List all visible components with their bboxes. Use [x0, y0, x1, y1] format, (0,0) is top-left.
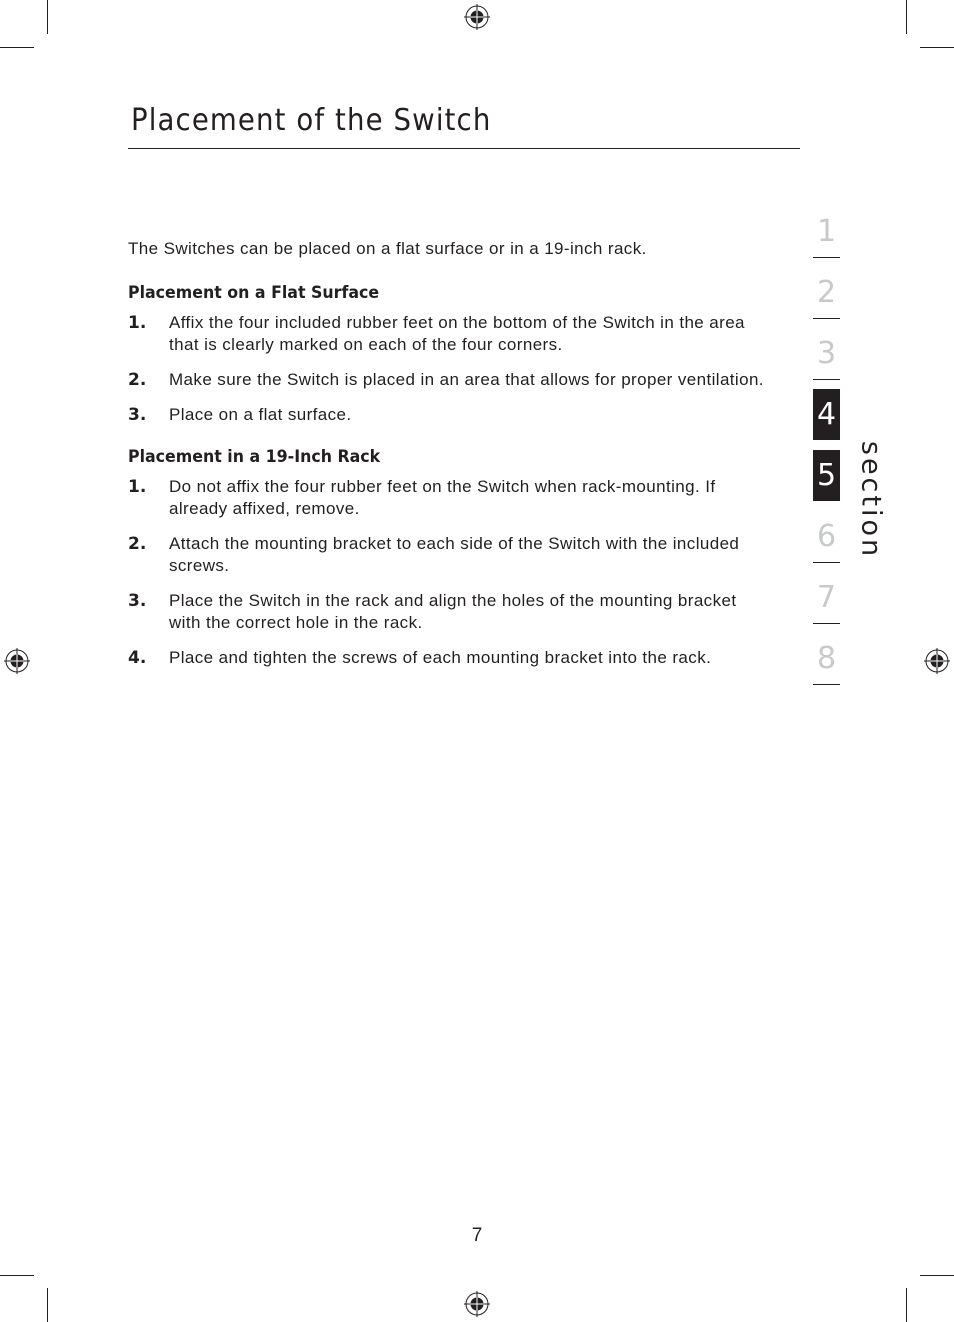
title-rule — [128, 148, 800, 149]
registration-target-icon — [464, 4, 490, 30]
list-item — [128, 369, 768, 391]
step-text: Place the Switch in the rack and align the holes of the mounting bracket with the correct hole in the rack. — [169, 591, 737, 632]
section-tab-number: 3 — [816, 336, 837, 371]
section-label: section — [855, 440, 887, 560]
step-number: 3. — [128, 591, 147, 611]
section-tab-8[interactable] — [813, 633, 840, 694]
crop-mark-bottom-left-horizontal — [0, 1275, 34, 1276]
section-tab-number: 5 — [813, 450, 840, 501]
crop-mark-bottom-right-vertical — [906, 1288, 907, 1322]
page-number: 7 — [471, 1225, 483, 1246]
section-tab-7[interactable] — [813, 572, 840, 633]
main-content — [128, 238, 768, 689]
step-text: Place and tighten the screws of each mounting bracket into the rack. — [169, 648, 712, 667]
crop-mark-bottom-right-horizontal — [920, 1275, 954, 1276]
step-text: Place on a flat surface. — [169, 405, 352, 424]
registration-target-icon — [924, 648, 950, 674]
crop-mark-top-right-horizontal — [920, 47, 954, 48]
section-tab-5[interactable] — [813, 450, 840, 511]
section-nav — [813, 206, 840, 694]
flat-surface-steps — [128, 312, 768, 426]
step-number: 4. — [128, 648, 147, 668]
crop-mark-top-left-horizontal — [0, 47, 34, 48]
tab-divider — [813, 684, 840, 685]
list-item — [128, 590, 768, 634]
section-tab-3[interactable] — [813, 328, 840, 389]
registration-target-icon — [464, 1291, 490, 1317]
tab-divider — [813, 318, 840, 319]
subheading-19-inch-rack: Placement in a 19-Inch Rack — [128, 447, 381, 467]
page-title: Placement of the Switch — [131, 103, 492, 138]
section-tab-number: 8 — [816, 641, 837, 676]
step-text: Do not affix the four rubber feet on the Switch when rack-mounting. If already affixed, remove. — [169, 477, 716, 518]
subheading-flat-surface: Placement on a Flat Surface — [128, 283, 380, 303]
step-text: Make sure the Switch is placed in an area that allows for proper ventilation. — [169, 370, 764, 389]
section-tab-number: 7 — [816, 580, 837, 615]
section-tab-4[interactable] — [813, 389, 840, 450]
tab-divider — [813, 257, 840, 258]
list-item — [128, 533, 768, 577]
section-tab-1[interactable] — [813, 206, 840, 267]
tab-divider — [813, 623, 840, 624]
step-number: 2. — [128, 534, 147, 554]
section-tab-number: 4 — [813, 389, 840, 440]
section-tab-2[interactable] — [813, 267, 840, 328]
crop-mark-top-right-vertical — [906, 0, 907, 34]
tab-divider — [813, 562, 840, 563]
step-number: 1. — [128, 313, 147, 333]
step-number: 3. — [128, 405, 147, 425]
step-text: Attach the mounting bracket to each side of the Switch with the included screws. — [169, 534, 740, 575]
registration-target-icon — [4, 648, 30, 674]
crop-mark-bottom-left-vertical — [47, 1288, 48, 1322]
rack-steps — [128, 476, 768, 669]
list-item — [128, 476, 768, 520]
section-tab-number: 6 — [816, 519, 837, 554]
list-item — [128, 404, 768, 426]
step-number: 2. — [128, 370, 147, 390]
tab-divider — [813, 379, 840, 380]
intro-paragraph: The Switches can be placed on a flat surface or in a 19-inch rack. — [128, 239, 647, 258]
list-item — [128, 312, 768, 356]
section-tab-number: 1 — [816, 214, 837, 249]
section-tab-number: 2 — [816, 275, 837, 310]
step-number: 1. — [128, 477, 147, 497]
crop-mark-top-left-vertical — [47, 0, 48, 34]
step-text: Affix the four included rubber feet on the bottom of the Switch in the area that is clearly marked on each of the four corners. — [169, 313, 745, 354]
list-item — [128, 647, 768, 669]
section-tab-6[interactable] — [813, 511, 840, 572]
